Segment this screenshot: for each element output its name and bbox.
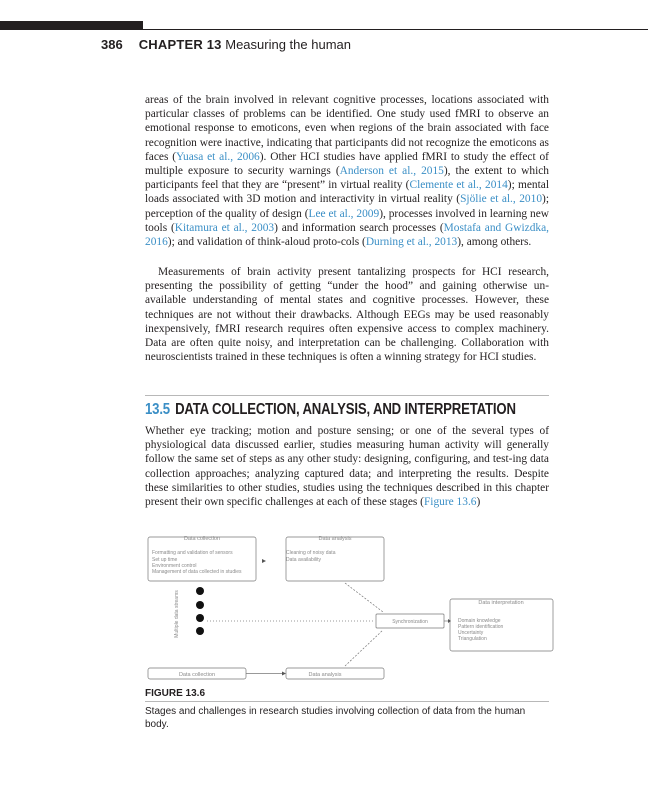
- figure-diagram: [145, 530, 555, 685]
- box2-title: Data analysis: [318, 536, 352, 542]
- box3-line: Triangulation: [458, 636, 487, 642]
- header-rule: [143, 29, 648, 30]
- figure-label: FIGURE 13.6: [145, 688, 206, 699]
- box3-line: Pattern identification: [458, 624, 504, 630]
- data-stream-dot: [196, 614, 204, 622]
- citation-link[interactable]: Clemente et al., 2014: [409, 179, 508, 192]
- box1-line: Formatting and validation of sensors: [152, 550, 233, 556]
- data-stream-dot: [196, 587, 204, 595]
- citation-link[interactable]: Kitamura et al., 2003: [174, 221, 275, 234]
- arrow-head: [262, 559, 266, 563]
- page-number: 386: [101, 37, 123, 52]
- paragraph-3: Whether eye tracking; motion and posture sensing; or one of the several types of physiological data discussed earlier, studies measuring human activity will generally follow the same set of steps as any other study: designing, configuring, and test-ing data collection approaches; analyzing captured data; and interpreting the results. Despite these similarities to other studies, studies using the techniques described in this chapter present their own specific challenges at each of these stages (Figure 13.6): [145, 425, 549, 509]
- figure-caption: Stages and challenges in research studies involving collection of data from the human body.: [145, 706, 526, 730]
- paragraph-1: areas of the brain involved in relevant cognitive processes, locations associated with particular classes of problems can be identified. One study used fMRI to observe an emotional response to emoticons, even when regions of the brain associated with face recognition were inactive, indicating that participants did not recognize the emoticons as faces (Yuasa et al., 2006). Other HCI studies have applied fMRI to study the effect of multiple exposure to security warnings (Anderson et al., 2015), the extent to which participants feel that they are “present” in virtual reality (Clemente et al., 2014); mental loads associated with 3D motion and interactivity in virtual reality (Sjölie et al., 2010); perception of the quality of design (Lee et al., 2009), processes involved in learning new tools (Kitamura et al., 2003) and information search processes (Mostafa and Gwizdka, 2016); and validation of think-aloud proto-cols (Durning et al., 2013), among others.: [145, 94, 550, 249]
- citation-link[interactable]: Lee et al., 2009: [308, 207, 380, 220]
- figure-link[interactable]: Figure 13.6: [423, 496, 477, 509]
- connector-line: [345, 583, 383, 612]
- paragraph-2: Measurements of brain activity present tantalizing prospects for HCI research, presenting the possibility of getting “under the hood” and gaining otherwise un-available understanding of mental states and cognitive processes. However, these techniques are not without their drawbacks. Although EEGs may be used reasonably inexpensively, fMRI research requires often expensive access to complex machinery. Data are often quite noisy, and interpretation can be challenging. Collaboration with neuroscientists trained in these techniques is often a winning strategy for HCI studies.: [145, 266, 549, 364]
- box3-line: Domain knowledge: [458, 618, 501, 624]
- bottom-left-label: Data collection: [178, 672, 216, 678]
- box1-title: Data collection: [183, 536, 221, 542]
- sync-label: Synchronization: [392, 619, 428, 625]
- header-bar: [0, 21, 143, 30]
- data-stream-dot: [196, 601, 204, 609]
- section-rule: [145, 395, 549, 396]
- citation-link[interactable]: Sjölie et al., 2010: [460, 193, 543, 206]
- box2-line: Cleaning of noisy data: [286, 550, 336, 556]
- section-title: DATA COLLECTION, ANALYSIS, AND INTERPRETATION: [175, 401, 516, 418]
- box3-title: Data interpretation: [478, 600, 524, 606]
- box1-line: Management of data collected in studies: [152, 569, 242, 575]
- arrow-head: [282, 672, 286, 676]
- connector-line: [345, 630, 383, 666]
- section-number: 13.5: [145, 401, 170, 418]
- bottom-right-label: Data analysis: [308, 672, 342, 678]
- running-header: [101, 37, 351, 52]
- section-heading: [145, 401, 516, 419]
- chapter-number: CHAPTER 13: [138, 37, 222, 52]
- figure-rule: [145, 701, 549, 702]
- box3-line: Uncertainty: [458, 630, 484, 636]
- side-label: Multiple data streams: [174, 590, 180, 638]
- citation-link[interactable]: Yuasa et al., 2006: [176, 150, 260, 163]
- data-stream-dot: [196, 627, 204, 635]
- box1-line: Set up time: [152, 557, 178, 563]
- chapter-title: Measuring the human: [225, 37, 351, 52]
- citation-link[interactable]: Anderson et al., 2015: [339, 165, 444, 178]
- citation-link[interactable]: Mostafa and Gwizdka, 2016: [145, 221, 549, 249]
- citation-link[interactable]: Durning et al., 2013: [365, 236, 458, 249]
- box2-line: Data availability: [286, 557, 322, 563]
- box1-line: Environment control: [152, 563, 197, 569]
- arrow-head: [448, 619, 451, 623]
